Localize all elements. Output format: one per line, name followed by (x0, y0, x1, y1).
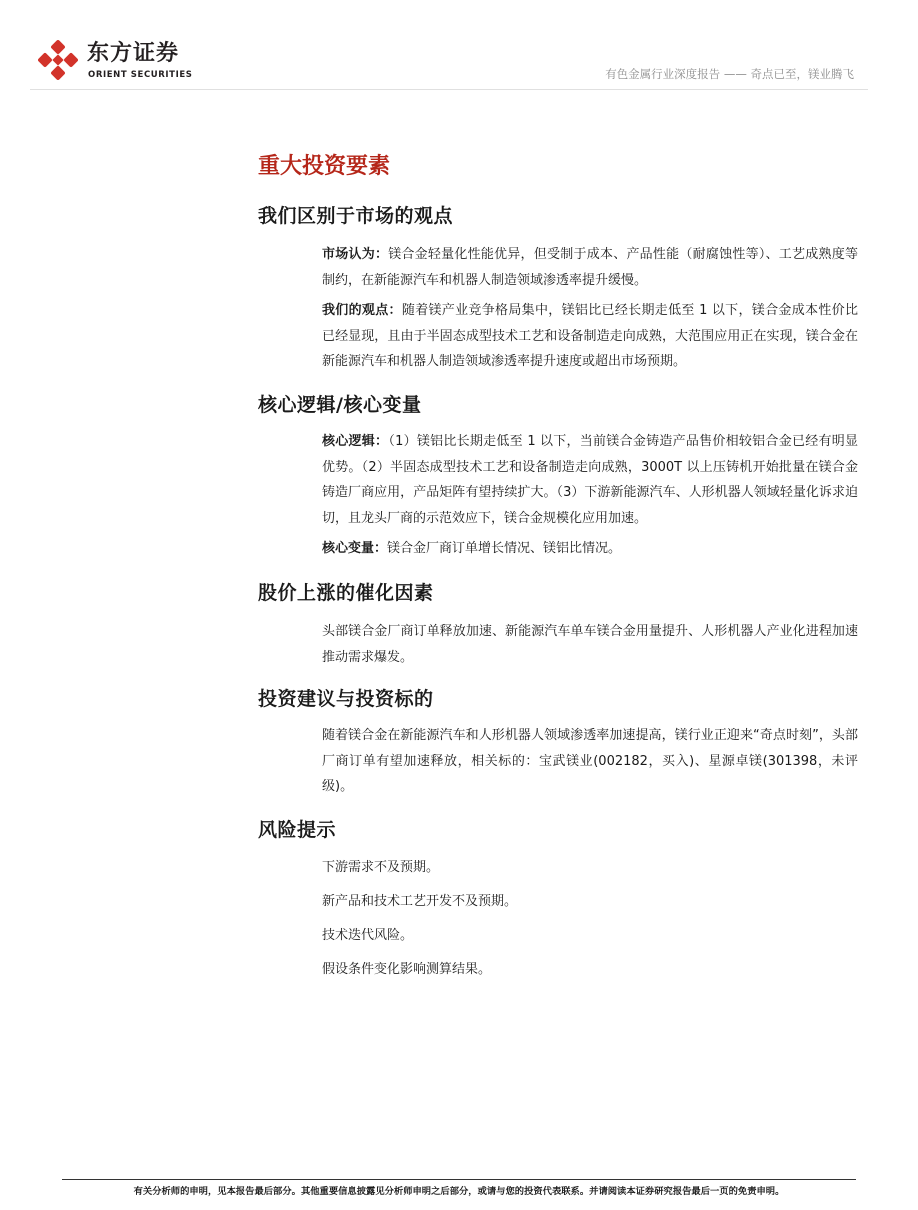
core-variable-paragraph (322, 536, 858, 562)
header-divider (30, 89, 868, 90)
catalysts-paragraph: 头部镁合金厂商订单释放加速、新能源汽车单车镁合金用量提升、人形机器人产业化进程加速推动需求爆发。 (322, 624, 858, 665)
paragraph-text: （1）镁铝比长期走低至 1 以下，当前镁合金铸造产品售价相较铝合金已经有明显优势。（2）半固态成型技术工艺和设备制造走向成熟，3000T 以上压铸机开始批量在镁合金铸造厂商应用，产品矩阵有望持续扩大。（3）下游新能源汽车、人形机器人领域轻量化诉求迫切，且龙头厂商的示范效应下，镁合金规模化应用加速。 (322, 434, 858, 526)
company-logo (38, 40, 193, 82)
market-view-paragraph (322, 242, 858, 293)
section-heading-catalysts: 股价上涨的催化因素 (258, 582, 434, 604)
paragraph-label: 核心变量： (322, 541, 388, 556)
footer-disclaimer: 有关分析师的申明，见本报告最后部分。其他重要信息披露见分析师申明之后部分，或请与您的投资代表联系。并请阅读本证券研究报告最后一页的免责申明。 (133, 1186, 785, 1197)
report-header-title: 有色金属行业深度报告 —— 奇点已至，镁业腾飞 (605, 67, 854, 81)
paragraph-label: 市场认为： (322, 247, 389, 262)
paragraph-text: 随着镁产业竞争格局集中，镁铝比已经长期走低至 1 以下，镁合金成本性价比已经显现，且由于半固态成型技术工艺和设备制造走向成熟，大范围应用正在实现，镁合金在新能源汽车和机器人制造领域渗透率提升速度或超出市场预期。 (322, 303, 858, 369)
risk-item: 新产品和技术工艺开发不及预期。 (322, 894, 518, 909)
section-heading-core-logic: 核心逻辑/核心变量 (258, 394, 422, 416)
risk-item: 假设条件变化影响测算结果。 (322, 962, 492, 977)
paragraph-label: 核心逻辑： (322, 434, 389, 449)
section-heading-investment: 投资建议与投资标的 (258, 688, 434, 710)
our-view-paragraph (322, 298, 858, 375)
risk-item: 技术迭代风险。 (322, 928, 414, 943)
core-logic-paragraph (322, 429, 858, 531)
page-title: 重大投资要素 (258, 154, 391, 179)
orient-securities-logo-icon (38, 40, 78, 80)
risk-item: 下游需求不及预期。 (322, 860, 440, 875)
section-heading-market-view: 我们区别于市场的观点 (258, 205, 454, 227)
paragraph-label: 我们的观点： (322, 303, 402, 318)
paragraph-text: 镁合金轻量化性能优异，但受制于成本、产品性能（耐腐蚀性等）、工艺成熟度等制约，在新能源汽车和机器人制造领域渗透率提升缓慢。 (322, 247, 858, 288)
footer-divider (62, 1179, 856, 1180)
paragraph-text: 镁合金厂商订单增长情况、镁铝比情况。 (387, 541, 622, 556)
logo-english-name: ORIENT SECURITIES (88, 70, 193, 80)
investment-paragraph: 随着镁合金在新能源汽车和人形机器人领域渗透率加速提高，镁行业正迎来“奇点时刻”，头部厂商订单有望加速释放，相关标的：宝武镁业(002182，买入)、星源卓镁(301398，未评级)。 (322, 728, 858, 794)
logo-chinese-name: 东方证券 (87, 41, 180, 66)
section-heading-risks: 风险提示 (258, 819, 337, 841)
